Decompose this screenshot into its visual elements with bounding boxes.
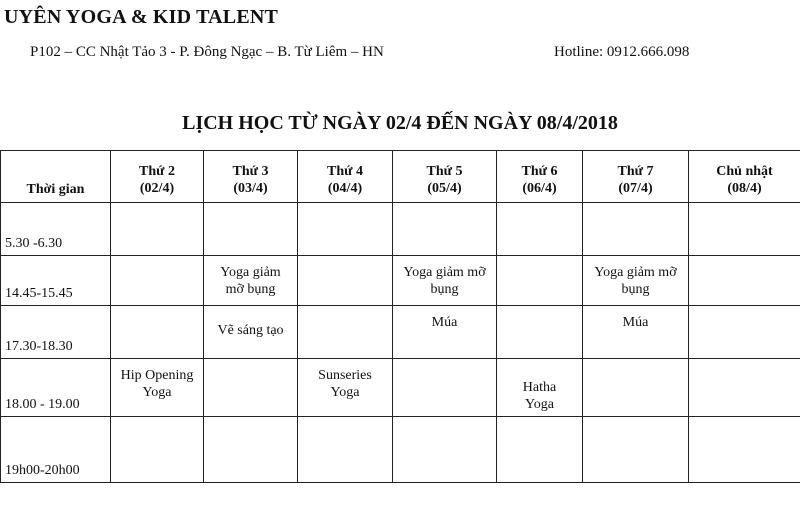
class-name-line: Vẽ sáng tạo [217, 323, 284, 338]
address: P102 – CC Nhật Tảo 3 - P. Đông Ngạc – B. Từ Liêm – HN [30, 44, 384, 60]
day-name: Thứ 7 [617, 164, 654, 179]
day-header-wed [298, 151, 393, 203]
schedule-cell [689, 359, 800, 417]
class-name-line: bụng [430, 282, 459, 297]
schedule-cell [689, 203, 800, 256]
time-slot: 19h00-20h00 [1, 417, 111, 483]
schedule-cell [204, 306, 298, 359]
schedule-cell [393, 417, 497, 483]
time-slot: 17.30-18.30 [1, 306, 111, 359]
schedule-cell [204, 417, 298, 483]
schedule-cell [497, 306, 583, 359]
time-column-header: Thời gian [1, 151, 111, 203]
class-name-line: bụng [621, 282, 650, 297]
header-row [1, 151, 800, 203]
schedule-cell [204, 203, 298, 256]
schedule-cell [689, 256, 800, 306]
class-name-line: Múa [431, 315, 458, 330]
day-date: (08/4) [727, 181, 762, 196]
schedule-cell [583, 203, 689, 256]
day-date: (04/4) [327, 181, 363, 196]
schedule-cell [298, 417, 393, 483]
schedule-cell [393, 359, 497, 417]
time-slot: 5.30 -6.30 [1, 203, 111, 256]
schedule-cell [111, 203, 204, 256]
class-name-line: Yoga giảm [220, 265, 281, 280]
schedule-cell [497, 203, 583, 256]
day-header-fri [497, 151, 583, 203]
day-header-sat [583, 151, 689, 203]
time-slot: 18.00 - 19.00 [1, 359, 111, 417]
schedule-cell [298, 306, 393, 359]
class-name-line: Sunseries [318, 368, 372, 383]
schedule-cell [583, 306, 689, 359]
table-row [1, 256, 800, 306]
schedule-table [0, 150, 800, 483]
day-header-mon [111, 151, 204, 203]
day-name: Thứ 2 [138, 164, 176, 179]
class-name-line: Múa [622, 315, 649, 330]
hotline: Hotline: 0912.666.098 [554, 44, 690, 60]
schedule-cell [393, 256, 497, 306]
day-date: (02/4) [139, 181, 175, 196]
day-name: Thứ 6 [521, 164, 558, 179]
schedule-title: LỊCH HỌC TỪ NGÀY 02/4 ĐẾN NGÀY 08/4/2018 [182, 112, 618, 134]
class-name-line: Hatha [522, 380, 557, 395]
schedule-cell [583, 359, 689, 417]
schedule-cell [689, 417, 800, 483]
day-name: Chủ nhật [716, 164, 773, 179]
schedule-cell [393, 306, 497, 359]
schedule-cell [689, 306, 800, 359]
class-name-line: mỡ bụng [225, 282, 276, 297]
day-name: Thứ 4 [326, 164, 364, 179]
day-header-sun [689, 151, 800, 203]
schedule-cell [497, 417, 583, 483]
class-name-line: Yoga [330, 385, 360, 400]
class-name-line: Yoga [142, 385, 172, 400]
schedule-cell [497, 359, 583, 417]
table-row [1, 203, 800, 256]
schedule-cell [298, 203, 393, 256]
class-name-line: Yoga giảm mỡ [403, 265, 486, 280]
schedule-cell [204, 359, 298, 417]
schedule-cell [497, 256, 583, 306]
class-name-line: Yoga [525, 397, 554, 412]
schedule-cell [111, 306, 204, 359]
class-name-line: Yoga giảm mỡ [594, 265, 677, 280]
day-header-tue [204, 151, 298, 203]
day-date: (03/4) [233, 181, 268, 196]
day-date: (06/4) [522, 181, 557, 196]
org-name: UYÊN YOGA & KID TALENT [4, 6, 279, 28]
schedule-cell [298, 359, 393, 417]
day-header-thu [393, 151, 497, 203]
day-date: (07/4) [618, 181, 653, 196]
schedule-cell [111, 256, 204, 306]
schedule-cell [583, 256, 689, 306]
table-row [1, 306, 800, 359]
day-date: (05/4) [427, 181, 462, 196]
time-slot: 14.45-15.45 [1, 256, 111, 306]
schedule-cell [393, 203, 497, 256]
day-name: Thứ 5 [426, 164, 463, 179]
class-name-line: Hip Opening [120, 368, 194, 383]
schedule-cell [204, 256, 298, 306]
schedule-cell [111, 417, 204, 483]
schedule-cell [583, 417, 689, 483]
table-row [1, 359, 800, 417]
schedule-cell [298, 256, 393, 306]
schedule-cell [111, 359, 204, 417]
table-row [1, 417, 800, 483]
day-name: Thứ 3 [232, 164, 269, 179]
